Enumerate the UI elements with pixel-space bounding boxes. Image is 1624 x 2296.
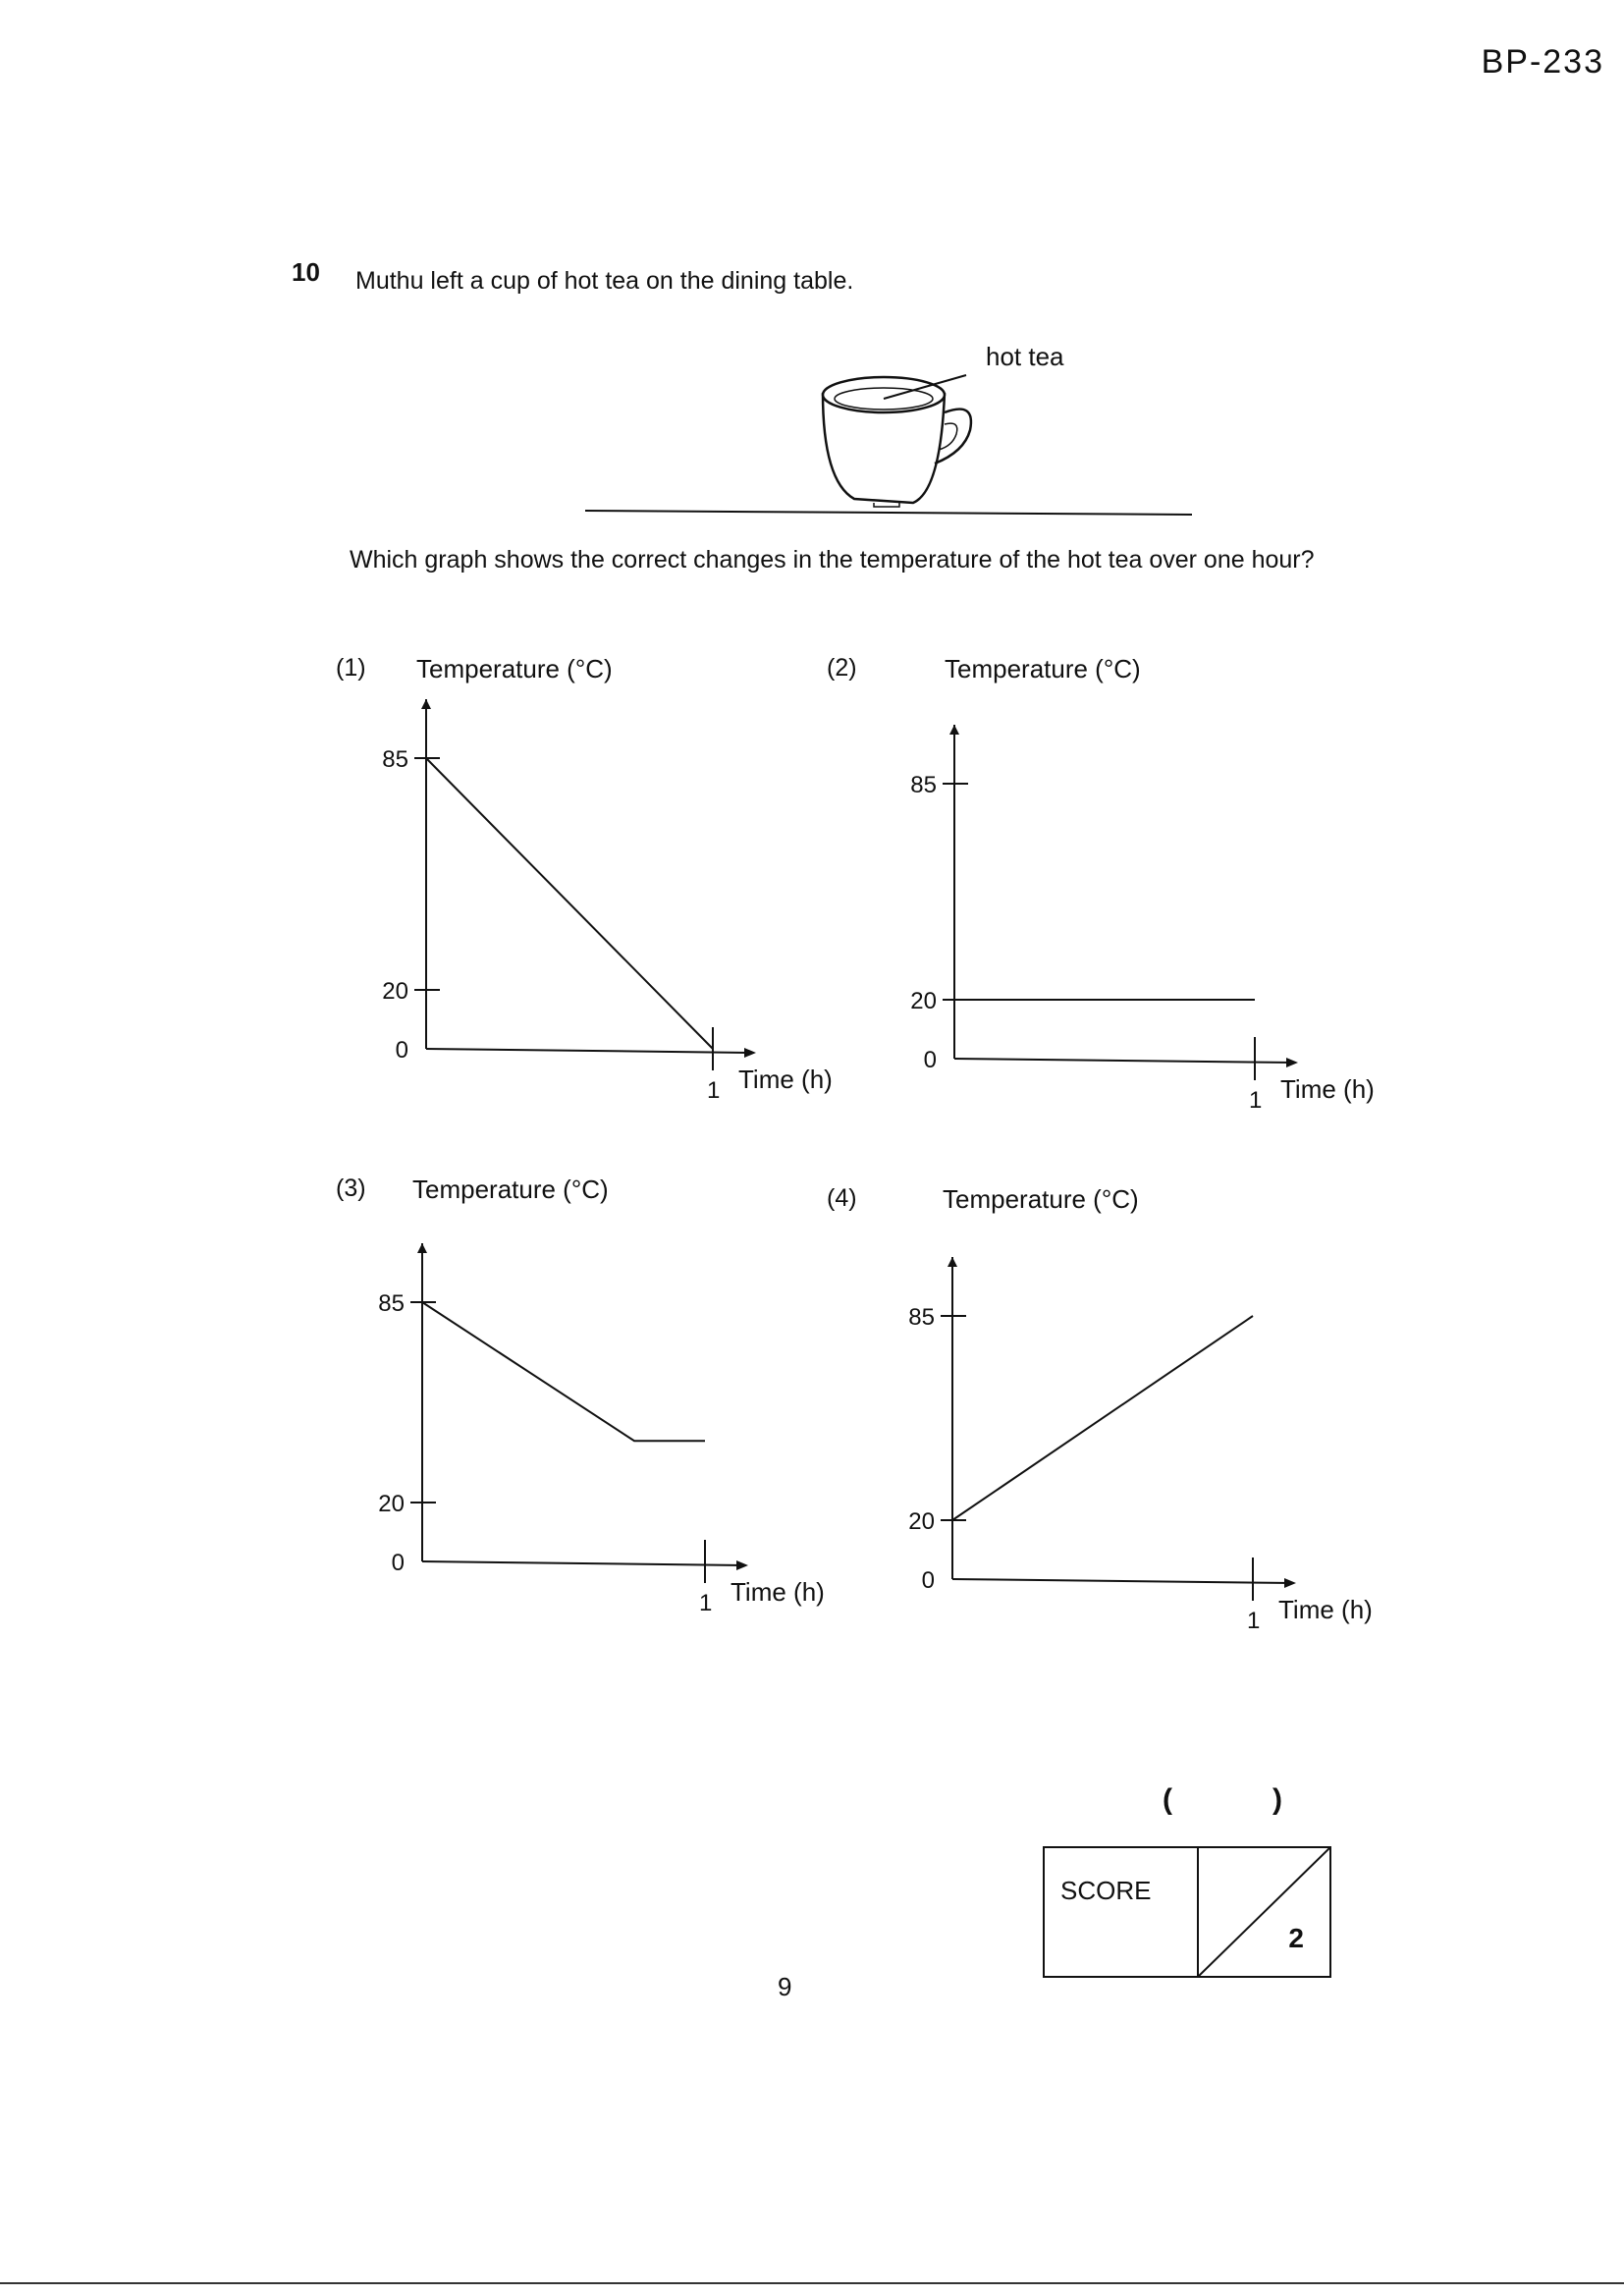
option-chart-2 — [815, 648, 1404, 1139]
c2-ytick-85: 85 — [910, 772, 937, 798]
question-prompt: Which graph shows the correct changes in the temperature of the hot tea over one hour? — [350, 546, 1315, 574]
c3-x-arrow — [736, 1560, 748, 1570]
question-number: 10 — [292, 257, 320, 287]
c3-series-line — [422, 1302, 705, 1441]
score-max: 2 — [1288, 1923, 1304, 1953]
c4-x-arrow — [1284, 1578, 1296, 1588]
answer-open-paren: ( — [1163, 1783, 1172, 1816]
c4-ytick-0: 0 — [921, 1567, 935, 1594]
c3-ylabel: Temperature (°C) — [412, 1175, 609, 1204]
c3-ytick-85: 85 — [378, 1290, 405, 1317]
c2-xlabel: Time (h) — [1280, 1074, 1375, 1104]
c4-xlabel: Time (h) — [1278, 1595, 1373, 1624]
question-text: Muthu left a cup of hot tea on the dining table. — [355, 267, 854, 295]
c4-xtick-1: 1 — [1247, 1608, 1261, 1634]
c3-ytick-20: 20 — [378, 1491, 405, 1517]
c1-ytick-0: 0 — [395, 1037, 408, 1064]
c2-x-arrow — [1286, 1058, 1298, 1067]
c4-x-axis — [952, 1579, 1292, 1583]
answer-close-paren: ) — [1272, 1783, 1282, 1816]
c4-option-label: (4) — [827, 1184, 857, 1212]
c1-xtick-1: 1 — [707, 1077, 721, 1104]
c4-ylabel: Temperature (°C) — [943, 1184, 1139, 1214]
c2-ylabel: Temperature (°C) — [945, 654, 1141, 683]
c1-xlabel: Time (h) — [738, 1065, 833, 1094]
c2-ytick-0: 0 — [923, 1047, 937, 1073]
cup-icon — [823, 377, 971, 507]
c4-ytick-20: 20 — [908, 1508, 935, 1535]
c1-series-line — [426, 758, 713, 1049]
hot-tea-label: hot tea — [986, 342, 1064, 371]
c2-option-label: (2) — [827, 654, 857, 682]
c4-y-arrow — [947, 1257, 957, 1267]
c3-y-arrow — [417, 1243, 427, 1253]
c1-option-label: (1) — [336, 654, 366, 682]
c1-x-arrow — [744, 1048, 756, 1058]
c2-x-axis — [954, 1059, 1294, 1063]
option-chart-1 — [324, 648, 874, 1139]
c1-y-arrow — [421, 699, 431, 709]
paper-code: BP-233 — [1481, 43, 1604, 81]
bottom-rule — [0, 2282, 1624, 2284]
score-label: SCORE — [1060, 1876, 1152, 1905]
c3-ytick-0: 0 — [391, 1550, 405, 1576]
c2-xtick-1: 1 — [1249, 1087, 1263, 1114]
c4-ytick-85: 85 — [908, 1304, 935, 1331]
score-diagonal — [1199, 1848, 1329, 1976]
c1-ylabel: Temperature (°C) — [416, 654, 613, 683]
c4-series-line — [952, 1316, 1253, 1520]
score-box — [1043, 1846, 1331, 1978]
c3-option-label: (3) — [336, 1175, 366, 1202]
c3-x-axis — [422, 1561, 744, 1565]
c3-xtick-1: 1 — [699, 1590, 713, 1616]
option-chart-4 — [815, 1178, 1404, 1660]
tea-cup-illustration — [579, 334, 1208, 530]
c1-ytick-20: 20 — [382, 978, 408, 1005]
c3-xlabel: Time (h) — [731, 1577, 825, 1607]
option-chart-3 — [324, 1169, 874, 1650]
page-number: 9 — [778, 1972, 792, 2001]
c1-x-axis — [426, 1049, 752, 1053]
c2-y-arrow — [949, 725, 959, 735]
c1-ytick-85: 85 — [382, 746, 408, 773]
c2-ytick-20: 20 — [910, 988, 937, 1014]
